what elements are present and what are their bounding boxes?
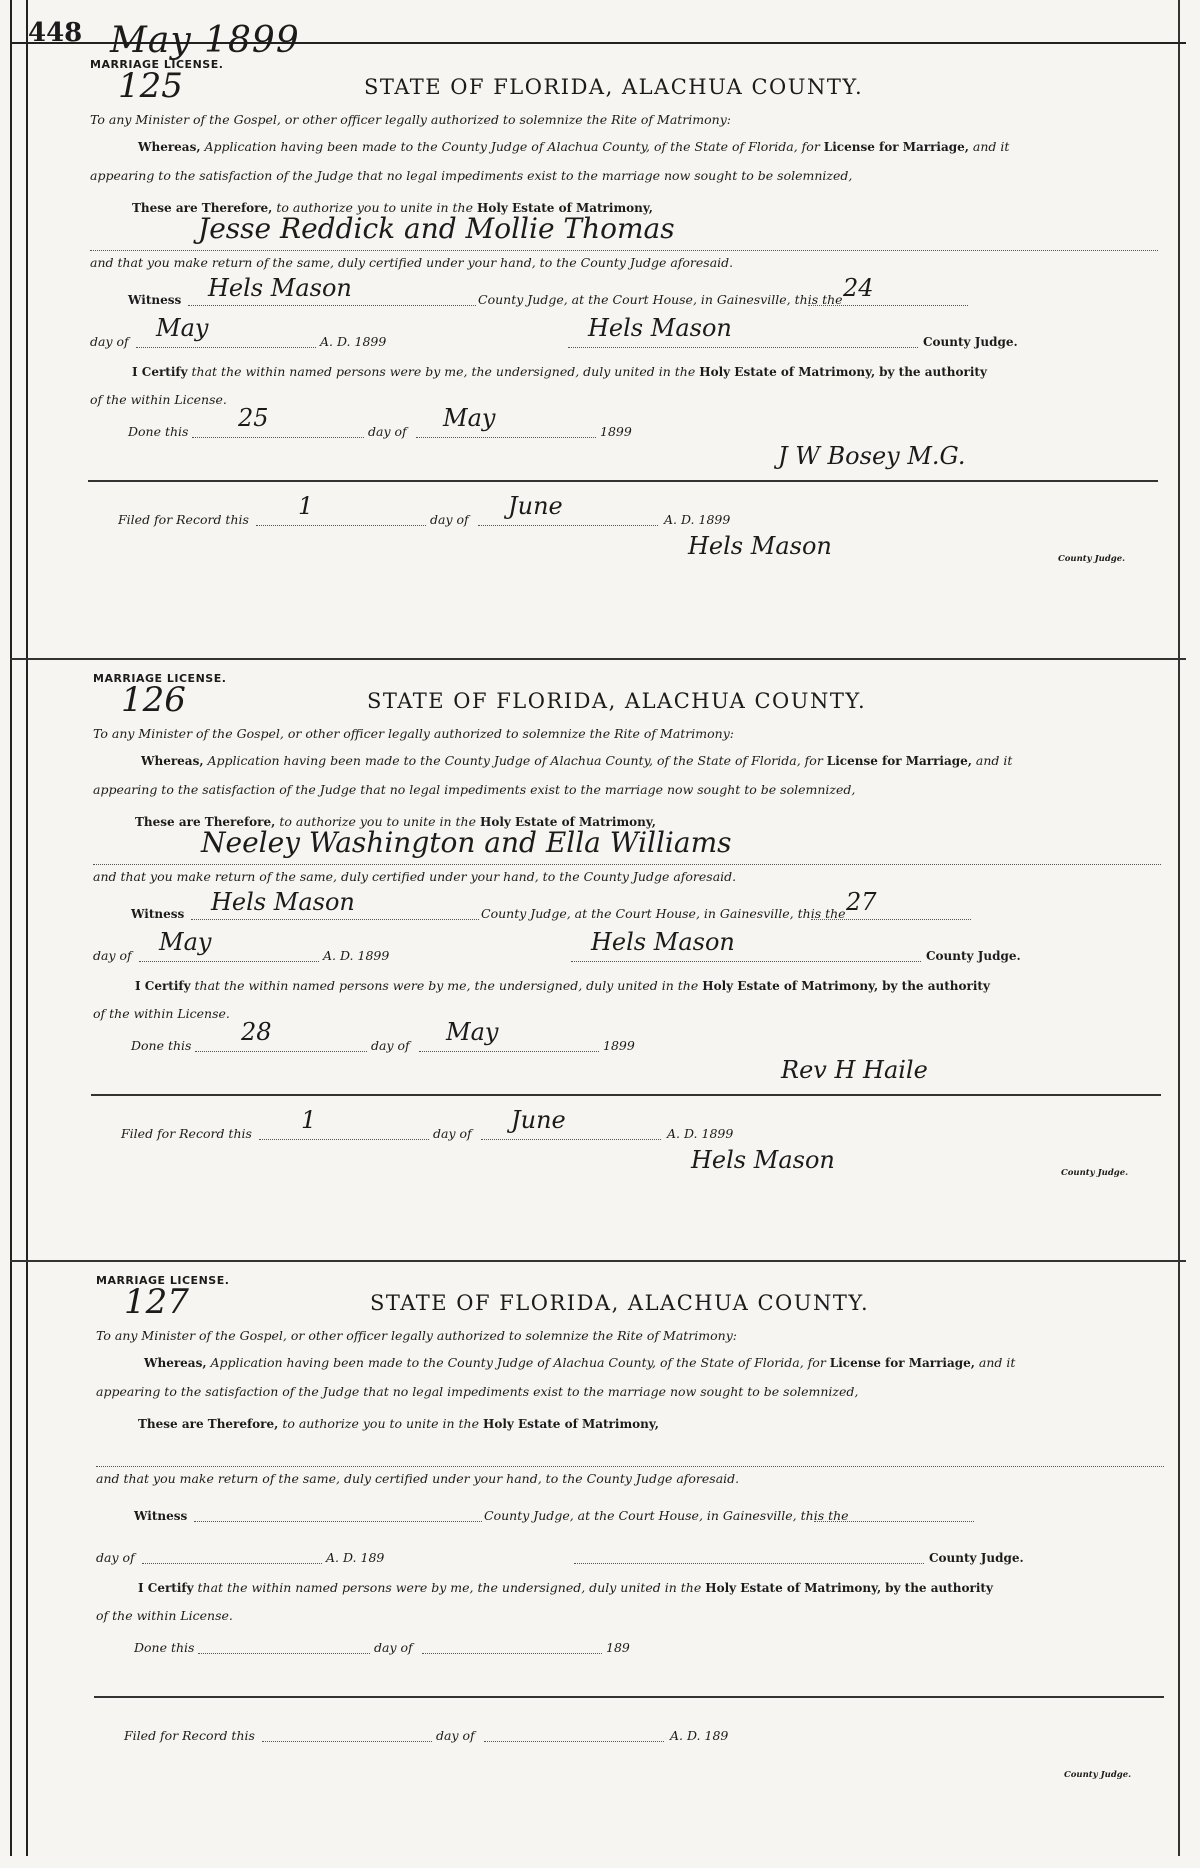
within-license-line: of the within License. [93, 1006, 230, 1021]
month-line [142, 1563, 322, 1564]
courthouse-text: County Judge, at the Court House, in Gainesville, this the [484, 1508, 849, 1523]
county-judge-small: County Judge. [1064, 1770, 1132, 1780]
whereas-word: Whereas, [138, 140, 201, 154]
holy-estate: Holy Estate of Matrimony, [476, 201, 653, 215]
done-month: May [446, 1018, 499, 1046]
therefore-line [138, 1416, 659, 1431]
filed-day-line [262, 1741, 432, 1742]
done-this-label: Done this [128, 424, 189, 439]
filed-year-digit: 9 [725, 1126, 734, 1141]
filed-rule [91, 1094, 1161, 1096]
whereas-word: Whereas, [141, 754, 204, 768]
filed-ad-text: A. D. 189 [664, 512, 723, 527]
address-line: To any Minister of the Gospel, or other officer legally authorized to solemnize the Rite of Matrimony: [90, 112, 731, 127]
names-line [96, 1466, 1164, 1467]
filed-rule [88, 480, 1158, 482]
ad-label [320, 334, 386, 349]
appearing-line: appearing to the satisfaction of the Judge that no legal impediments exist to the marriage now sought to be solemnized, [90, 168, 853, 183]
license-for-marriage: License for Marriage, [829, 1356, 975, 1370]
filed-rule [94, 1696, 1164, 1698]
ad-label [323, 948, 389, 963]
county-judge-small: County Judge. [1058, 554, 1126, 564]
names-line [90, 250, 1158, 251]
witness-label [128, 292, 181, 307]
license-separator [10, 658, 1186, 660]
certify-line [135, 978, 990, 993]
holy-estate-2: Holy Estate of Matrimony, [705, 1581, 882, 1595]
filed-day-of-label: day of [436, 1728, 475, 1743]
done-day-line [192, 437, 364, 438]
judge-line [574, 1563, 924, 1564]
witness-word: Witness [128, 293, 182, 307]
day-line [814, 1521, 974, 1522]
i-certify: I Certify [138, 1581, 194, 1595]
whereas-text: Application having been made to the County Judge of Alachua County, of the State of Florida, for [207, 753, 823, 768]
done-year-text: 189 [606, 1640, 630, 1655]
done-year-digit: 9 [626, 1038, 635, 1053]
within-license-line: of the within License. [90, 392, 227, 407]
holy-estate-2: Holy Estate of Matrimony, [702, 979, 879, 993]
authorize-text: to authorize you to unite in the [276, 200, 473, 215]
address-line: To any Minister of the Gospel, or other officer legally authorized to solemnize the Rite of Matrimony: [93, 726, 734, 741]
officiant-signature: J W Bosey M.G. [778, 442, 966, 470]
license-day: 27 [846, 888, 877, 916]
ad-text: A. D. 189 [326, 1550, 385, 1565]
witness-line [191, 919, 479, 920]
filed-ad [664, 512, 730, 527]
day-line [811, 919, 971, 920]
witness-line [194, 1521, 482, 1522]
whereas-line [141, 753, 1012, 768]
officiant-signature: Rev H Haile [781, 1056, 928, 1084]
couple-names: Neeley Washington and Ella Williams [201, 826, 732, 859]
filed-day-line [259, 1139, 429, 1140]
witness-signature: Hels Mason [208, 274, 352, 302]
within-license-line: of the within License. [96, 1608, 233, 1623]
license-label: MARRIAGE LICENSE. [93, 672, 227, 685]
filed-day-line [256, 525, 426, 526]
witness-word: Witness [134, 1509, 188, 1523]
these-are-therefore: These are Therefore, [132, 201, 273, 215]
county-judge-text: County Judge. [926, 949, 1021, 963]
i-certify: I Certify [135, 979, 191, 993]
license-number: 126 [121, 680, 186, 720]
courthouse-text: County Judge, at the Court House, in Gainesville, this the [478, 292, 843, 307]
ad-year-digit: 9 [381, 948, 390, 963]
return-line: and that you make return of the same, duly certified under your hand, to the County Judge aforesaid. [96, 1471, 740, 1486]
filed-month-line [478, 525, 658, 526]
judge-signature: Hels Mason [588, 314, 732, 342]
judge-signature: Hels Mason [591, 928, 735, 956]
authorize-text: to authorize you to unite in the [279, 814, 476, 829]
by-authority: by the authority [879, 365, 987, 379]
holy-estate: Holy Estate of Matrimony, [479, 815, 656, 829]
done-year [606, 1640, 630, 1655]
filed-ad-text: A. D. 189 [667, 1126, 726, 1141]
done-year-text: 189 [603, 1038, 627, 1053]
done-month-line [416, 437, 596, 438]
judge-line [571, 961, 921, 962]
license-day: 24 [843, 274, 874, 302]
certify-line [132, 364, 987, 379]
done-day: 25 [238, 404, 269, 432]
license-title: STATE OF FLORIDA, ALACHUA COUNTY. [367, 689, 867, 713]
done-year-text: 189 [600, 424, 624, 439]
done-month-line [419, 1051, 599, 1052]
filed-ad-text: A. D. 189 [670, 1728, 729, 1743]
judge-line [568, 347, 918, 348]
holy-estate: Holy Estate of Matrimony, [482, 1417, 659, 1431]
filed-month: June [511, 1106, 566, 1134]
license-for-marriage: License for Marriage, [826, 754, 972, 768]
return-line: and that you make return of the same, duly certified under your hand, to the County Judge aforesaid. [90, 255, 734, 270]
marriage-license [91, 666, 1161, 1266]
county-judge-text: County Judge. [923, 335, 1018, 349]
return-line: and that you make return of the same, duly certified under your hand, to the County Judge aforesaid. [93, 869, 737, 884]
filed-day-of-label: day of [430, 512, 469, 527]
license-title: STATE OF FLORIDA, ALACHUA COUNTY. [370, 1291, 870, 1315]
filed-month-line [481, 1139, 661, 1140]
done-year [600, 424, 632, 439]
and-it-text: and it [978, 1355, 1016, 1370]
license-label: MARRIAGE LICENSE. [90, 58, 224, 71]
license-for-marriage: License for Marriage, [823, 140, 969, 154]
ad-year-digit: 9 [378, 334, 387, 349]
license-title: STATE OF FLORIDA, ALACHUA COUNTY. [364, 75, 864, 99]
marriage-license [94, 1268, 1164, 1868]
these-are-therefore: These are Therefore, [138, 1417, 279, 1431]
names-line [93, 864, 1161, 865]
ad-text: A. D. 189 [320, 334, 379, 349]
holy-estate-2: Holy Estate of Matrimony, [699, 365, 876, 379]
witness-signature: Hels Mason [211, 888, 355, 916]
ad-label [326, 1550, 384, 1565]
whereas-text: Application having been made to the County Judge of Alachua County, of the State of Florida, for [204, 139, 820, 154]
witness-word: Witness [131, 907, 185, 921]
license-month: May [159, 928, 212, 956]
filed-signature: Hels Mason [691, 1146, 835, 1174]
binding-edge-right [1178, 0, 1188, 1856]
county-judge-label [926, 948, 1021, 963]
done-day-of-label: day of [371, 1038, 410, 1053]
done-this-label: Done this [131, 1038, 192, 1053]
county-judge-text: County Judge. [929, 1551, 1024, 1565]
certify-line [138, 1580, 993, 1595]
authorize-text: to authorize you to unite in the [282, 1416, 479, 1431]
done-month: May [443, 404, 496, 432]
done-day-line [195, 1051, 367, 1052]
and-it-text: and it [975, 753, 1013, 768]
done-month-line [422, 1653, 602, 1654]
license-number: 127 [124, 1282, 189, 1322]
witness-label [131, 906, 184, 921]
whereas-line [144, 1355, 1015, 1370]
certify-text: that the within named persons were by me, the undersigned, duly united in the [191, 364, 696, 379]
filed-ad [667, 1126, 733, 1141]
filed-day: 1 [298, 492, 314, 520]
these-are-therefore: These are Therefore, [135, 815, 276, 829]
filed-ad [670, 1728, 728, 1743]
done-day-of-label: day of [374, 1640, 413, 1655]
whereas-text: Application having been made to the County Judge of Alachua County, of the State of Florida, for [210, 1355, 826, 1370]
binding-edge [10, 0, 28, 1856]
done-day: 28 [241, 1018, 272, 1046]
county-judge-label [929, 1550, 1024, 1565]
appearing-line: appearing to the satisfaction of the Judge that no legal impediments exist to the marriage now sought to be solemnized, [93, 782, 856, 797]
day-line [808, 305, 968, 306]
and-it-text: and it [972, 139, 1010, 154]
license-separator [10, 1260, 1186, 1262]
filed-day: 1 [301, 1106, 317, 1134]
filed-label: Filed for Record this [121, 1126, 252, 1141]
filed-signature: Hels Mason [688, 532, 832, 560]
month-line [136, 347, 316, 348]
address-line: To any Minister of the Gospel, or other officer legally authorized to solemnize the Rite of Matrimony: [96, 1328, 737, 1343]
courthouse-text: County Judge, at the Court House, in Gainesville, this the [481, 906, 846, 921]
by-authority: by the authority [885, 1581, 993, 1595]
done-day-line [198, 1653, 370, 1654]
license-month: May [156, 314, 209, 342]
filed-label: Filed for Record this [124, 1728, 255, 1743]
county-judge-label [923, 334, 1018, 349]
done-year [603, 1038, 635, 1053]
page-number: 448 [28, 18, 83, 48]
couple-names: Jesse Reddick and Mollie Thomas [198, 212, 675, 245]
marriage-license [88, 52, 1158, 652]
filed-month: June [508, 492, 563, 520]
license-label: MARRIAGE LICENSE. [96, 1274, 230, 1287]
month-line [139, 961, 319, 962]
header-handwriting: May 1899 [110, 20, 300, 61]
i-certify: I Certify [132, 365, 188, 379]
witness-line [188, 305, 476, 306]
by-authority: by the authority [882, 979, 990, 993]
filed-label: Filed for Record this [118, 512, 249, 527]
witness-label [134, 1508, 187, 1523]
license-number: 125 [118, 66, 183, 106]
ad-text: A. D. 189 [323, 948, 382, 963]
whereas-line [138, 139, 1009, 154]
done-this-label: Done this [134, 1640, 195, 1655]
filed-year-digit: 9 [722, 512, 731, 527]
certify-text: that the within named persons were by me, the undersigned, duly united in the [194, 978, 699, 993]
filed-month-line [484, 1741, 664, 1742]
day-of-label: day of [90, 334, 129, 349]
certify-text: that the within named persons were by me, the undersigned, duly united in the [197, 1580, 702, 1595]
done-day-of-label: day of [368, 424, 407, 439]
day-of-label: day of [93, 948, 132, 963]
day-of-label: day of [96, 1550, 135, 1565]
whereas-word: Whereas, [144, 1356, 207, 1370]
county-judge-small: County Judge. [1061, 1168, 1129, 1178]
done-year-digit: 9 [623, 424, 632, 439]
appearing-line: appearing to the satisfaction of the Judge that no legal impediments exist to the marriage now sought to be solemnized, [96, 1384, 859, 1399]
filed-day-of-label: day of [433, 1126, 472, 1141]
